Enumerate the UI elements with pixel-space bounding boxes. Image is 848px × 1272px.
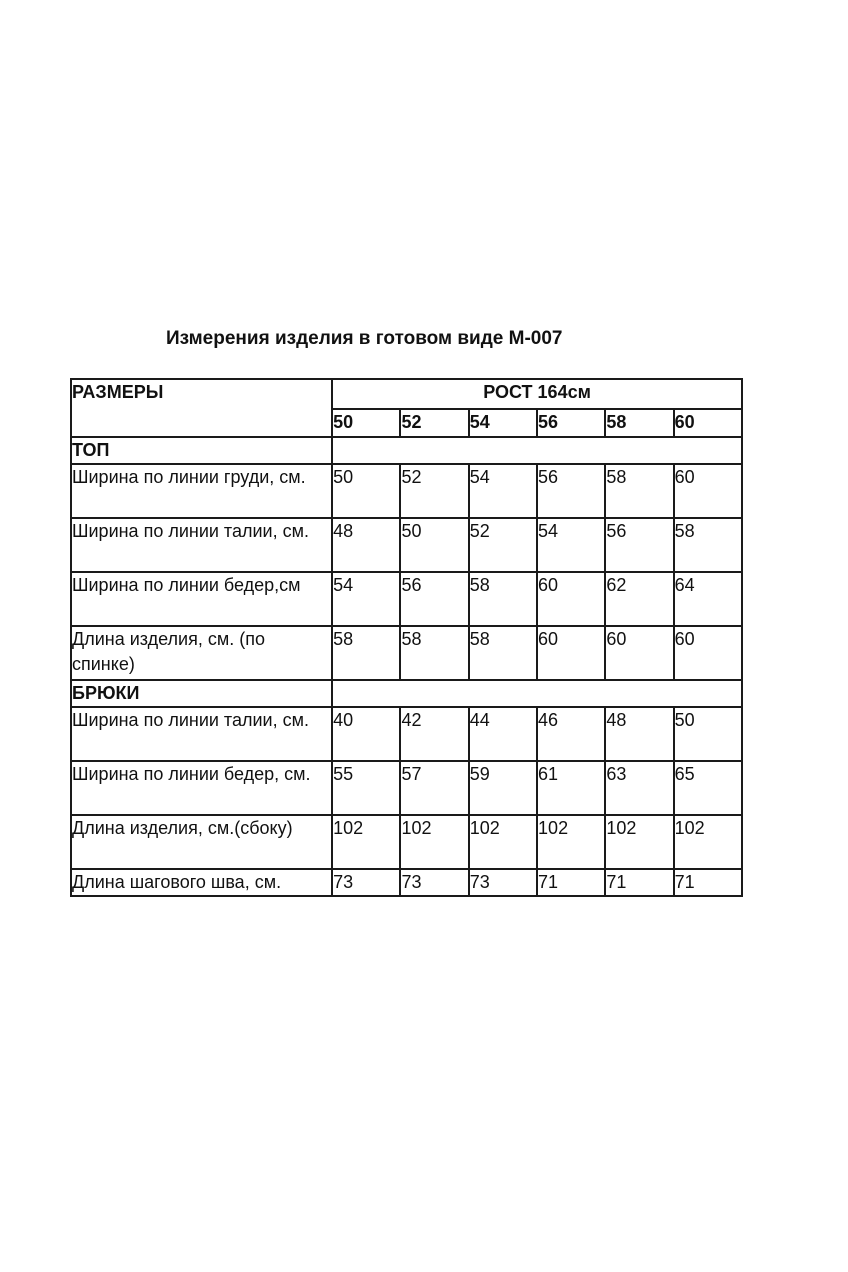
value-cell: 102: [400, 815, 468, 869]
section-row-trousers: [71, 680, 742, 707]
value-cell: 102: [332, 815, 400, 869]
size-header-cell: 60: [674, 409, 742, 437]
page-title: Измерения изделия в готовом виде М-007: [166, 328, 563, 349]
value-cell: 102: [605, 815, 673, 869]
row-label: Ширина по линии бедер, см.: [71, 761, 332, 815]
table-row: [71, 707, 742, 761]
value-cell: 50: [332, 464, 400, 518]
value-cell: 59: [469, 761, 537, 815]
value-cell: 73: [332, 869, 400, 896]
height-row: [71, 379, 742, 409]
value-cell: 58: [400, 626, 468, 680]
value-cell: 61: [537, 761, 605, 815]
value-cell: 60: [537, 626, 605, 680]
section-fill: [332, 437, 742, 464]
value-cell: 60: [674, 626, 742, 680]
value-cell: 63: [605, 761, 673, 815]
table-row: [71, 626, 742, 680]
value-cell: 71: [537, 869, 605, 896]
table-row: [71, 572, 742, 626]
value-cell: 102: [674, 815, 742, 869]
value-cell: 56: [537, 464, 605, 518]
row-label: Ширина по линии груди, см.: [71, 464, 332, 518]
value-cell: 54: [537, 518, 605, 572]
size-header-cell: 56: [537, 409, 605, 437]
value-cell: 48: [605, 707, 673, 761]
value-cell: 52: [400, 464, 468, 518]
value-cell: 56: [605, 518, 673, 572]
size-header-cell: 58: [605, 409, 673, 437]
value-cell: 54: [332, 572, 400, 626]
row-label: Ширина по линии бедер,см: [71, 572, 332, 626]
table-row: [71, 518, 742, 572]
row-label: Длина изделия, см.(сбоку): [71, 815, 332, 869]
table-row: [71, 464, 742, 518]
value-cell: 60: [537, 572, 605, 626]
size-header-cell: 52: [400, 409, 468, 437]
value-cell: 55: [332, 761, 400, 815]
value-cell: 73: [469, 869, 537, 896]
section-title: ТОП: [71, 437, 332, 464]
value-cell: 44: [469, 707, 537, 761]
value-cell: 46: [537, 707, 605, 761]
value-cell: 54: [469, 464, 537, 518]
value-cell: 42: [400, 707, 468, 761]
size-chart-table: [70, 378, 743, 897]
size-header-cell: 54: [469, 409, 537, 437]
size-header-cell: 50: [332, 409, 400, 437]
value-cell: 56: [400, 572, 468, 626]
value-cell: 58: [469, 572, 537, 626]
value-cell: 64: [674, 572, 742, 626]
value-cell: 58: [469, 626, 537, 680]
row-label: Ширина по линии талии, см.: [71, 707, 332, 761]
value-cell: 71: [605, 869, 673, 896]
value-cell: 50: [674, 707, 742, 761]
value-cell: 73: [400, 869, 468, 896]
value-cell: 71: [674, 869, 742, 896]
value-cell: 52: [469, 518, 537, 572]
value-cell: 58: [605, 464, 673, 518]
table-row: [71, 869, 742, 896]
value-cell: 57: [400, 761, 468, 815]
section-row-top: [71, 437, 742, 464]
value-cell: 58: [332, 626, 400, 680]
section-fill: [332, 680, 742, 707]
row-label: Длина шагового шва, см.: [71, 869, 332, 896]
value-cell: 65: [674, 761, 742, 815]
row-label: Ширина по линии талии, см.: [71, 518, 332, 572]
height-label: РОСТ 164см: [332, 379, 742, 409]
section-title: БРЮКИ: [71, 680, 332, 707]
table-row: [71, 761, 742, 815]
value-cell: 62: [605, 572, 673, 626]
value-cell: 102: [537, 815, 605, 869]
value-cell: 40: [332, 707, 400, 761]
value-cell: 60: [674, 464, 742, 518]
sizes-header-label: РАЗМЕРЫ: [71, 379, 332, 437]
value-cell: 58: [674, 518, 742, 572]
value-cell: 60: [605, 626, 673, 680]
value-cell: 48: [332, 518, 400, 572]
table-row: [71, 815, 742, 869]
value-cell: 50: [400, 518, 468, 572]
value-cell: 102: [469, 815, 537, 869]
row-label: Длина изделия, см. (по спинке): [71, 626, 332, 680]
